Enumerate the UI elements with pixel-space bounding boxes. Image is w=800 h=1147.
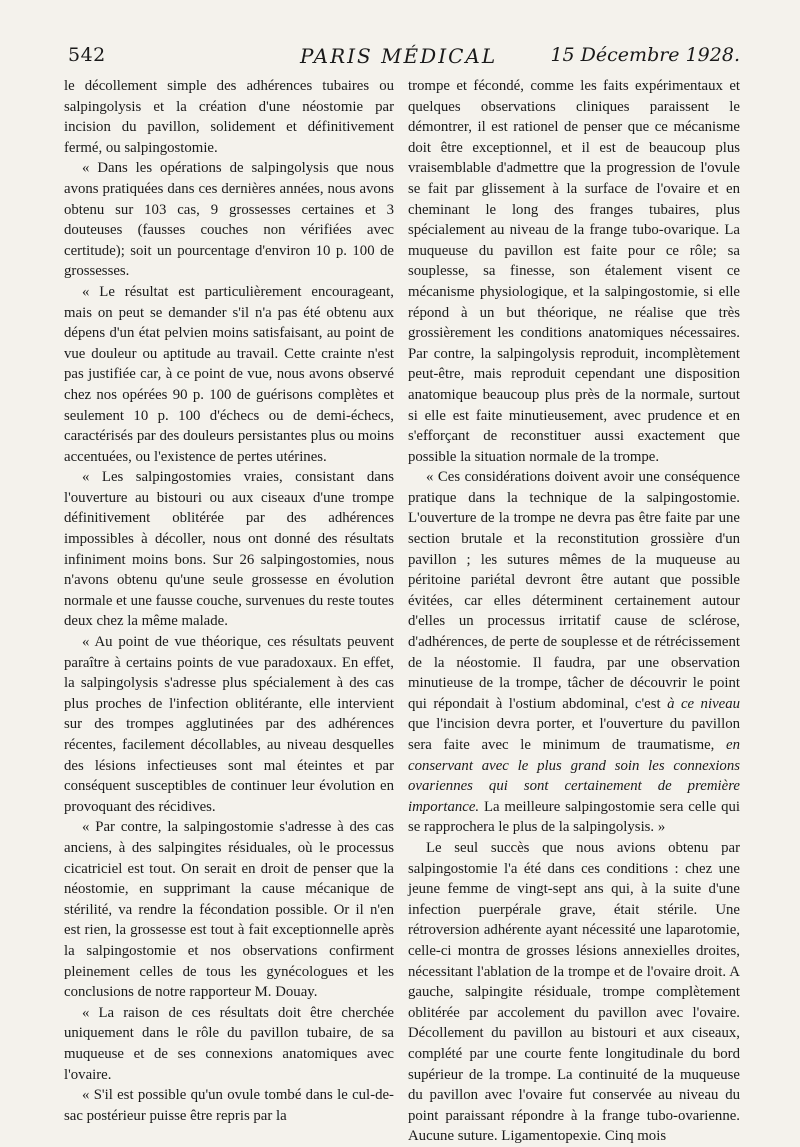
text-run: La meilleure salpingostomie sera celle qui se rapprochera le plus de la salpingolysis. »: [408, 798, 740, 836]
right-column: [408, 76, 740, 1147]
paragraph: « Dans les opérations de salpingolysis que nous avons pratiquées dans ces dernières années, nous avons obtenu sur 103 cas, 9 grossesses certaines et 3 douteuses (fausses couches non vérifiées avec certitude); soit un pourcentage d'environ 10 p. 100 de grossesses.: [64, 160, 394, 280]
paragraph: le décollement simple des adhérences tubaires ou salpingolysis et la création d'une néostomie par incision du pavillon, solidement et définitivement fermé, ou salpingostomie.: [64, 78, 394, 156]
text-run: que l'incision devra porter, et l'ouverture du pavillon sera faite avec le minimum de traumatisme,: [408, 716, 740, 753]
paragraph: « La raison de ces résultats doit être cherchée uniquement dans le rôle du pavillon tubaire, de sa muqueuse et de ses connexions anatomiques avec l'ovaire.: [64, 1004, 394, 1083]
paragraph-continuation: trompe et fécondé, comme les faits expérimentaux et quelques observations cliniques paraissent le démontrer, il est rationel de penser que ce mécanisme doit être exceptionnel, et il est de beaucoup plus vraisemblable d'admettre que la progression de l'ovule se fait par glissement à la surface de l'ovaire et en cheminant le long des franges tubaires, plus spécialement au niveau de la frange tubo-ovarique. La muqueuse du pavillon est faite pour ce rôle; sa souplesse, sa finesse, son étalement visent ce mécanisme physiologique, et la salpingostomie, si elle répond à un but théorique, ne réalise que très grossièrement les conditions anatomiques nécessaires. Par contre, la salpingolysis reproduit, incomplètement peut-être, mais reproduit cependant une disposition anatomique beaucoup plus près de la normale, surtout si elle est faite minutieusement, avec prudence et en s'efforçant de reconstituer aussi exactement que possible la situation normale de la trompe.: [408, 78, 740, 465]
paragraph: « S'il est possible qu'un ovule tombé dans le cul-de-sac postérieur puisse être repris par la: [64, 1087, 394, 1124]
left-column: [64, 76, 394, 1126]
page-number: 542: [68, 44, 106, 66]
paragraph-case-report: Le seul succès que nous avions obtenu par salpingostomie l'a été dans ces conditions : chez une jeune femme de vingt-sept ans qui, à la suite d'une infection puerpérale grave, était stérile. Une rétroversion adhérente ayant nécessité une laparotomie, celle-ci montra de grosses lésions annexielles droites, nécessitant l'ablation de la trompe et de l'ovaire droit. A gauche, salpingite résiduale, trompe complètement oblitérée par accolement du pavillon avec l'ovaire. Décollement du pavillon au bistouri et aux ciseaux, complété par une courte fente longitudinale du bord supérieur de la trompe. La continuité de la muqueuse du pavillon avec l'ovaire fut conservée au niveau du point paraissant répondre à la frange tubo-ovarienne. Aucune suture. Ligamentopexie. Cinq mois: [408, 839, 740, 1145]
paragraph: « Par contre, la salpingostomie s'adresse à des cas anciens, à des salpingites résiduales, où le processus cicatriciel est tout. On serait en droit de penser que la néostomie, en supprimant la cause mécanique de stérilité, va rendre la fécondation possible. Or il n'en est rien, la grossesse est tout à fait exceptionnelle après la salpingostomie et nos observations confirment pleinement celles de tous les gynécologues et les conclusions de notre rapporteur M. Douay.: [64, 819, 394, 1001]
paragraph: « Le résultat est particulièrement encourageant, mais on peut se demander s'il n'a pas été obtenu aux dépens d'un état pelvien moins satisfaisant, au point de vue douleur ou aptitude au travail. Cette crainte n'est pas justifiée car, à ce point de vue, nous avons observé chez nos opérées 90 p. 100 de guérisons complètes et seulement 10 p. 100 d'échecs ou de demi-échecs, caractérisés par des douleurs persistantes plus ou moins accentuées, ou l'existence de pertes utérines.: [64, 283, 394, 465]
italic-run: à ce niveau: [667, 695, 740, 712]
issue-date: 15 Décembre 1928.: [550, 44, 740, 66]
page-header: [68, 44, 740, 74]
paragraph: « Au point de vue théorique, ces résultats peuvent paraître à certains points de vue paradoxaux. En effet, la salpingolysis s'adresse plus spécialement à des cas plus proches de l'infection oblitérante, elle intervient sur des trompes agglutinées par des adhérences récentes, facilement décollables, au niveau desquelles des lésions infectieuses sont mal éteintes et par conséquent susceptibles de continuer leur évolution en provoquant des récidives.: [64, 634, 394, 815]
journal-title: PARIS MÉDICAL: [300, 44, 498, 68]
text-run: « Ces considérations doivent avoir une conséquence pratique dans la technique de la salpingostomie. L'ouverture de la trompe ne devra pas être faite par une section brutale et la reconstitution grossière d'un pavillon ; les sutures mêmes de la muqueuse au péritoine pariétal devront être autant que possible évitées, car elles déterminent certainement autour d'elles un processus irritatif cause de sclérose, d'adhérences, de perte de souplesse et de rétrécissement de la néostomie. Il faudra, par une observation minutieuse de la trompe, tâcher de découvrir le point qui répondait à l'ostium abdominal, c'est: [408, 469, 740, 712]
italic-run: en conservant avec le plus grand soin les connexions ovariennes qui sont certainement de première importance.: [408, 737, 740, 815]
paragraph: « Les salpingostomies vraies, consistant dans l'ouverture au bistouri ou aux ciseaux d'une trompe définitivement oblitérée par des adhérences impossibles à décoller, nous ont donné des résultats infiniment moins bons. Sur 26 salpingostomies, nous n'avons obtenu qu'une seule grossesse en évolution normale et une fausse couche, survenues du reste toutes deux chez la même malade.: [64, 469, 394, 630]
paragraph-technique: [408, 467, 740, 838]
